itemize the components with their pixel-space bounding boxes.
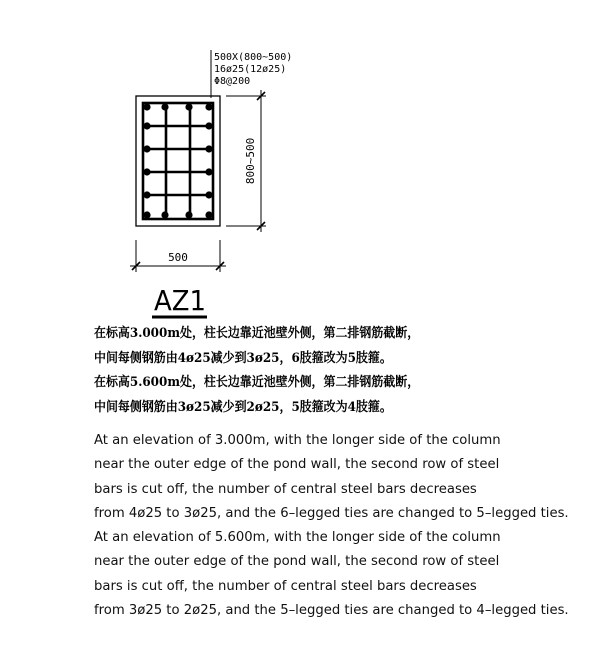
note-cn-line: 在标高3.000m处，柱长边靠近池壁外侧，第二排钢筋截断， xyxy=(94,326,420,341)
rebar-dot xyxy=(205,122,212,129)
spec-size: 500X(800~500) xyxy=(214,52,293,63)
note-en-line: from 3ø25 to 2ø25, and the 5–legged ties are changed to 4–legged ties. xyxy=(94,603,569,619)
rebar-dot xyxy=(143,211,150,218)
outer-stirrup xyxy=(143,103,213,219)
rebar-dot xyxy=(185,103,192,110)
note-en-line: bars is cut off, the number of central steel bars decreases xyxy=(94,578,477,594)
rebar-dot xyxy=(185,211,192,218)
rebar-dot xyxy=(143,122,150,129)
rebar-dot xyxy=(143,145,150,152)
rebar-dot xyxy=(143,103,150,110)
note-en-line: At an elevation of 3.000m, with the longer side of the column xyxy=(94,433,501,448)
rebar-dot xyxy=(143,191,150,198)
rebar-dot xyxy=(143,168,150,175)
note-cn-line: 中间每侧钢筋由4ø25减少到3ø25，6肢箍改为5肢箍。 xyxy=(94,350,392,366)
note-cn-line: 在标高5.600m处，柱长边靠近池壁外侧，第二排钢筋截断， xyxy=(94,375,420,390)
height-dimension-label: 800~500 xyxy=(244,137,257,185)
width-dimension-label: 500 xyxy=(168,251,188,264)
stirrup-cage xyxy=(143,103,213,219)
note-en-line: near the outer edge of the pond wall, the second row of steel xyxy=(94,554,500,570)
note-cn-line: 中间每侧钢筋由3ø25减少到2ø25，5肢箍改为4肢箍。 xyxy=(94,399,392,415)
rebar-dot xyxy=(205,211,212,218)
column-outline xyxy=(136,96,220,226)
note-en-line: from 4ø25 to 3ø25, and the 6–legged ties are changed to 5–legged ties. xyxy=(94,505,569,521)
notes-english xyxy=(94,429,604,623)
spec-main-bars: 16ø25(12ø25) xyxy=(214,64,287,75)
spec-stirrups: Φ8@200 xyxy=(214,76,251,87)
section-title: AZ1 xyxy=(154,284,206,317)
rebar-dot xyxy=(205,103,212,110)
note-en-line: bars is cut off, the number of central steel bars decreases xyxy=(94,481,477,497)
rebar-dot xyxy=(161,103,168,110)
note-en-line: At an elevation of 5.600m, with the longer side of the column xyxy=(94,530,501,546)
notes-chinese xyxy=(94,322,554,420)
rebar-dot xyxy=(205,191,212,198)
rebar-dot xyxy=(205,168,212,175)
rebars xyxy=(143,103,212,218)
note-en-line: near the outer edge of the pond wall, the second row of steel xyxy=(94,457,500,473)
rebar-dot xyxy=(161,211,168,218)
rebar-dot xyxy=(205,145,212,152)
